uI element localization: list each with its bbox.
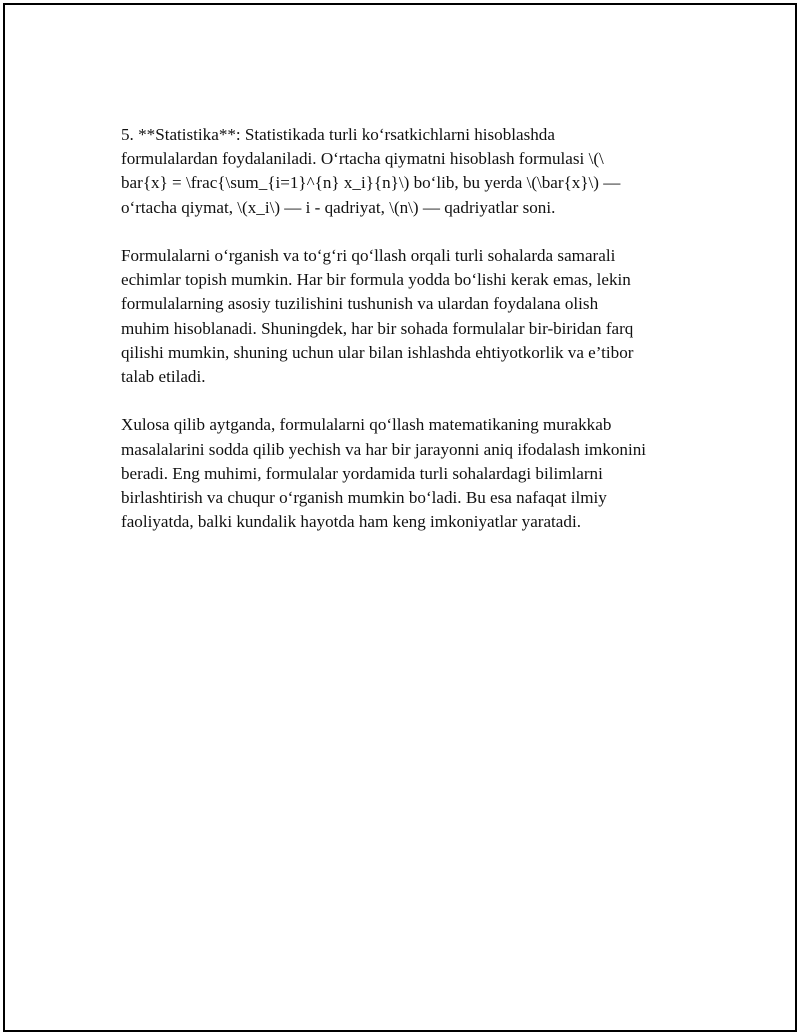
text-line: Xulosa qilib aytganda, formulalarni qo‘llash matematikaning murakkab [121, 415, 612, 435]
text-line: qilishi mumkin, shuning uchun ular bilan ishlashda ehtiyotkorlik va e’tibor [121, 342, 634, 362]
text-line: birlashtirish va chuqur o‘rganish mumkin bo‘ladi. Bu esa nafaqat ilmiy [121, 488, 607, 508]
paragraph-statistics [121, 123, 711, 220]
paragraph-formulas-learning [121, 244, 711, 389]
text-line: beradi. Eng muhimi, formulalar yordamida turli sohalardagi bilimlarni [121, 463, 603, 483]
text-line: formulalardan foydalaniladi. O‘rtacha qiymatni hisoblash formulasi \(\ [121, 149, 604, 169]
paragraph-conclusion [121, 413, 711, 534]
document-page [3, 3, 797, 1032]
text-line: talab etiladi. [121, 367, 206, 387]
text-line: muhim hisoblanadi. Shuningdek, har bir sohada formulalar bir-biridan farq [121, 318, 634, 338]
text-line: 5. **Statistika**: Statistikada turli ko‘rsatkichlarni hisoblashda [121, 125, 555, 144]
text-line: formulalarning asosiy tuzilishini tushunish va ulardan foydalana olish [121, 294, 599, 314]
text-line: faoliyatda, balki kundalik hayotda ham keng imkoniyatlar yaratadi. [121, 512, 581, 532]
text-line: masalalarini sodda qilib yechish va har bir jarayonni aniq ifodalash imkonini [121, 439, 647, 459]
document-body [121, 123, 711, 559]
text-line: echimlar topish mumkin. Har bir formula yodda bo‘lishi kerak emas, lekin [121, 270, 631, 290]
text-line: Formulalarni o‘rganish va to‘g‘ri qo‘llash orqali turli sohalarda samarali [121, 246, 616, 265]
text-line: o‘rtacha qiymat, \(x_i\) — i - qadriyat, \(n\) — qadriyatlar soni. [121, 197, 556, 217]
text-line: bar{x} = \frac{\sum_{i=1}^{n} x_i}{n}\) bo‘lib, bu yerda \(\bar{x}\) — [121, 173, 621, 193]
